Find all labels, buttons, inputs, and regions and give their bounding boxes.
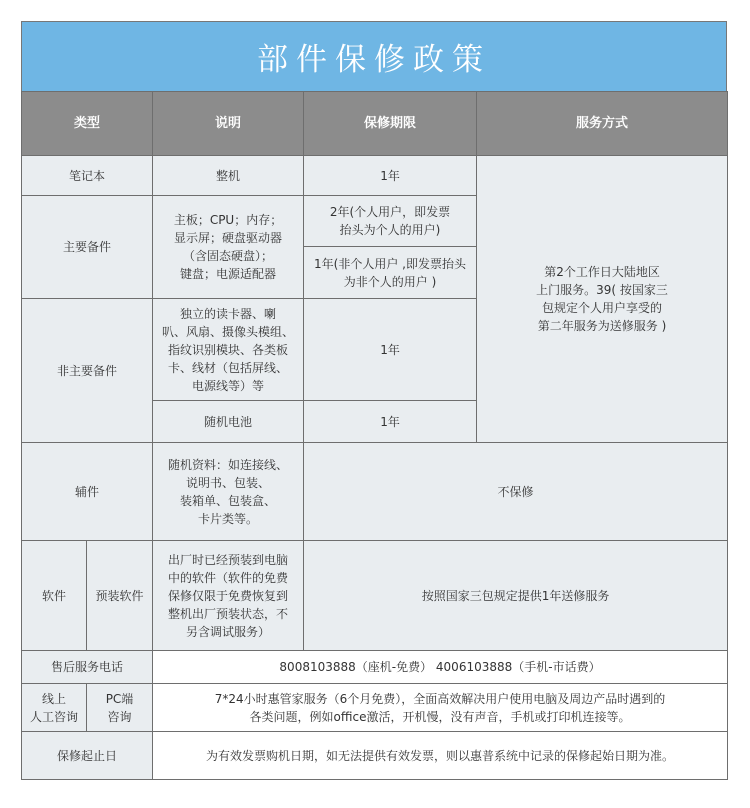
table-row (22, 651, 728, 684)
desc-battery: 随机电池 (153, 401, 304, 443)
header-type: 类型 (22, 92, 153, 156)
table-row (22, 541, 728, 651)
period-notebook: 1年 (304, 156, 477, 196)
header-row (22, 92, 728, 156)
table-row (22, 443, 728, 541)
desc-accessories: 随机资料：如连接线、 说明书、包装、 装箱单、包装盒、 卡片类等。 (153, 443, 304, 541)
subtype-preinstalled: 预装软件 (87, 541, 153, 651)
desc-main-parts: 主板；CPU；内存； 显示屏；硬盘驱动器 （含固态硬盘）； 键盘；电源适配器 (153, 196, 304, 299)
start-date-value: 为有效发票购机日期，如无法提供有效发票，则以惠普系统中记录的保修起始日期为准。 (153, 732, 728, 780)
desc-notebook: 整机 (153, 156, 304, 196)
period-non-main-parts: 1年 (304, 299, 477, 401)
period-personal: 2年(个人用户，即发票 抬头为个人的用户) (304, 196, 477, 247)
policy-accessories: 不保修 (304, 443, 728, 541)
table-row (22, 684, 728, 732)
warranty-table (21, 91, 728, 780)
desc-non-main-parts: 独立的读卡器、喇 叭、风扇、摄像头模组、 指纹识别模块、各类板 卡、线材（包括屏线、 电源线等）等 (153, 299, 304, 401)
header-description: 说明 (153, 92, 304, 156)
service-method: 第2个工作日大陆地区 上门服务。39( 按国家三 包规定个人用户享受的 第二年服务为送修服务 ) (477, 156, 728, 443)
hotline-label: 售后服务电话 (22, 651, 153, 684)
start-date-label: 保修起止日 (22, 732, 153, 780)
type-main-parts: 主要备件 (22, 196, 153, 299)
online-sublabel: PC端 咨询 (87, 684, 153, 732)
period-battery: 1年 (304, 401, 477, 443)
policy-software: 按照国家三包规定提供1年送修服务 (304, 541, 728, 651)
type-software: 软件 (22, 541, 87, 651)
online-label: 线上 人工咨询 (22, 684, 87, 732)
header-service: 服务方式 (477, 92, 728, 156)
online-value: 7*24小时惠管家服务（6个月免费），全面高效解决用户使用电脑及周边产品时遇到的 各类问题，例如office激活，开机慢，没有声音，手机或打印机连接等。 (153, 684, 728, 732)
period-business: 1年(非个人用户 ,即发票抬头 为非个人的用户 ) (304, 247, 477, 299)
page-title: 部件保修政策 (21, 21, 727, 91)
type-accessories: 辅件 (22, 443, 153, 541)
hotline-value: 8008103888（座机-免费） 4006103888（手机-市话费） (153, 651, 728, 684)
warranty-policy (21, 21, 727, 780)
header-period: 保修期限 (304, 92, 477, 156)
table-row (22, 732, 728, 780)
table-row (22, 156, 728, 196)
type-non-main-parts: 非主要备件 (22, 299, 153, 443)
type-notebook: 笔记本 (22, 156, 153, 196)
desc-software: 出厂时已经预装到电脑 中的软件（软件的免费 保修仅限于免费恢复到 整机出厂预装状态，不 另含调试服务） (153, 541, 304, 651)
